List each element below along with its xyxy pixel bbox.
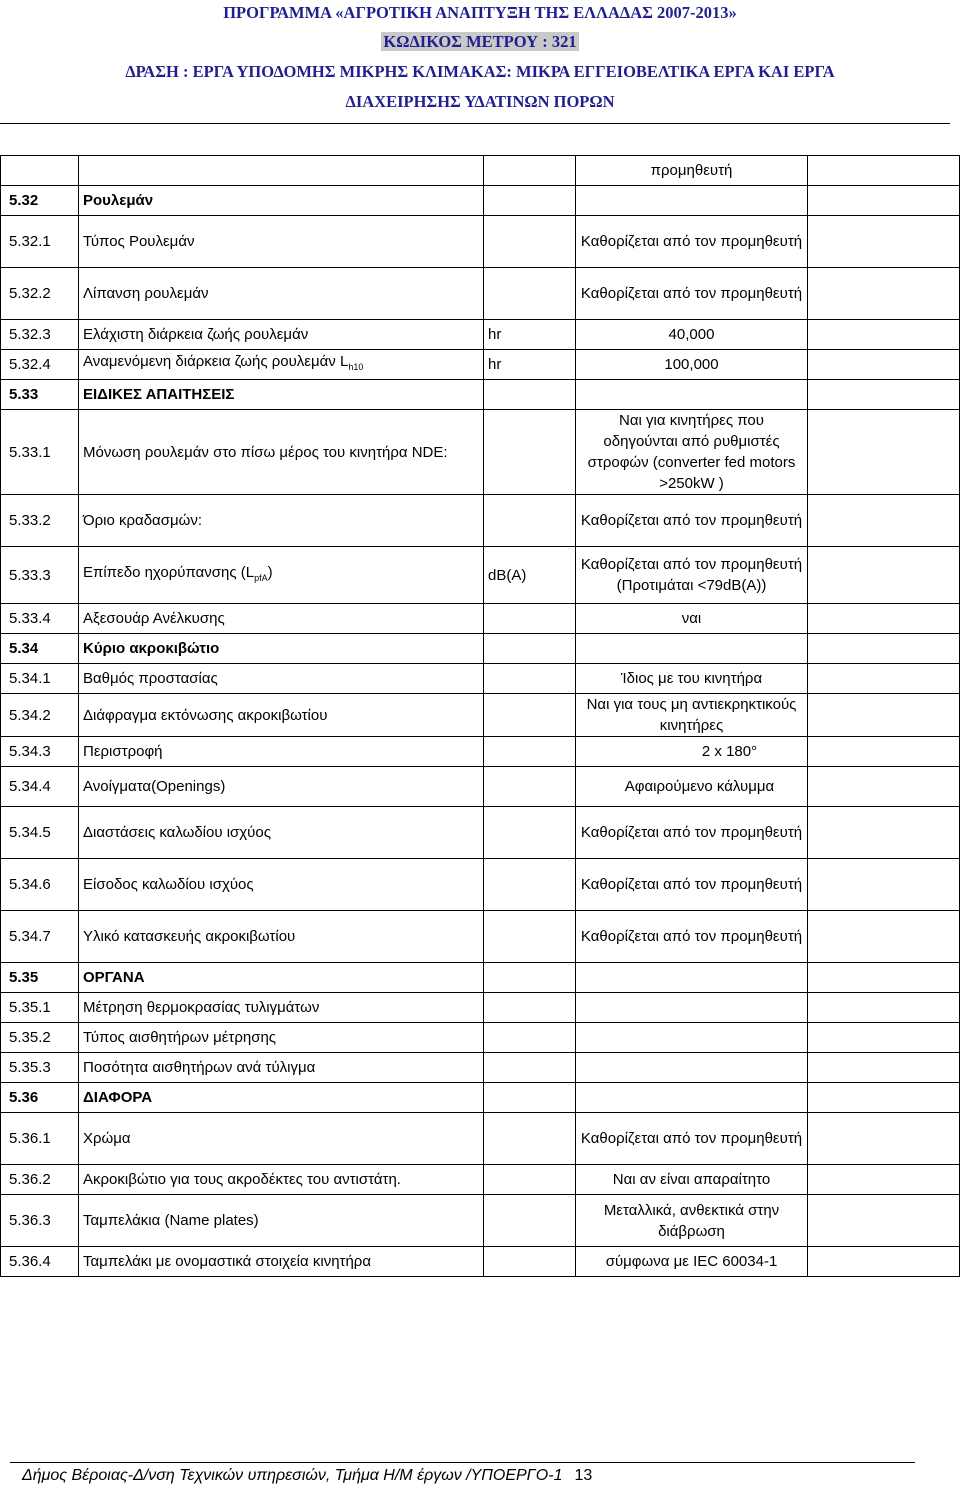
table-row	[1, 1247, 960, 1277]
item-value: Καθορίζεται από τον προμηθευτή	[576, 911, 808, 963]
item-value	[576, 1023, 808, 1053]
item-remarks	[808, 694, 960, 737]
item-remarks	[808, 1053, 960, 1083]
item-unit	[484, 1023, 576, 1053]
item-unit	[484, 767, 576, 807]
item-remarks	[808, 1247, 960, 1277]
item-description: Ταμπελάκια (Name plates)	[79, 1195, 484, 1247]
item-description: Διάφραγμα εκτόνωσης ακροκιβωτίου	[79, 694, 484, 737]
item-value	[576, 1083, 808, 1113]
item-description: Όριο κραδασμών:	[79, 495, 484, 547]
table-row	[1, 320, 960, 350]
item-description: Τύπος αισθητήρων μέτρησης	[79, 1023, 484, 1053]
table-row	[1, 807, 960, 859]
item-unit	[484, 268, 576, 320]
item-number: 5.32	[1, 186, 79, 216]
table-row	[1, 963, 960, 993]
table-row	[1, 156, 960, 186]
item-number: 5.32.1	[1, 216, 79, 268]
item-remarks	[808, 1113, 960, 1165]
item-value: προμηθευτή	[576, 156, 808, 186]
table-row	[1, 911, 960, 963]
header-line-1: ΠΡΟΓΡΑΜΜΑ «ΑΓΡΟΤΙΚΗ ΑΝΑΠΤΥΞΗ ΤΗΣ ΕΛΛΑΔΑΣ 2007-2013»	[223, 3, 737, 22]
table-row	[1, 410, 960, 495]
item-value: Μεταλλικά, ανθεκτικά στην διάβρωση	[576, 1195, 808, 1247]
item-value: 100,000	[576, 350, 808, 380]
item-remarks	[808, 547, 960, 604]
item-value: 40,000	[576, 320, 808, 350]
item-unit	[484, 1165, 576, 1195]
item-remarks	[808, 1165, 960, 1195]
item-value: Ίδιος με του κινητήρα	[576, 664, 808, 694]
item-number: 5.33.3	[1, 547, 79, 604]
table-row	[1, 1195, 960, 1247]
item-unit	[484, 807, 576, 859]
table-row	[1, 1113, 960, 1165]
item-value: Καθορίζεται από τον προμηθευτή	[576, 268, 808, 320]
item-remarks	[808, 186, 960, 216]
item-description: Χρώμα	[79, 1113, 484, 1165]
item-number: 5.35.2	[1, 1023, 79, 1053]
item-number: 5.36.3	[1, 1195, 79, 1247]
item-number: 5.32.4	[1, 350, 79, 380]
item-unit	[484, 186, 576, 216]
measure-code: ΚΩΔΙΚΟΣ ΜΕΤΡΟΥ : 321	[383, 32, 577, 51]
item-unit	[484, 993, 576, 1023]
item-unit	[484, 410, 576, 495]
description-subscript: pfA	[254, 572, 268, 583]
item-number: 5.36	[1, 1083, 79, 1113]
item-description: Μέτρηση θερμοκρασίας τυλιγμάτων	[79, 993, 484, 1023]
item-remarks	[808, 1023, 960, 1053]
item-remarks	[808, 380, 960, 410]
item-remarks	[808, 1083, 960, 1113]
spec-table-body	[1, 156, 960, 1277]
item-description: Ελάχιστη διάρκεια ζωής ρουλεμάν	[79, 320, 484, 350]
item-description: ΟΡΓΑΝΑ	[79, 963, 484, 993]
item-description: Υλικό κατασκευής ακροκιβωτίου	[79, 911, 484, 963]
item-remarks	[808, 767, 960, 807]
item-remarks	[808, 634, 960, 664]
header-rule	[0, 123, 950, 124]
item-description: ΕΙΔΙΚΕΣ ΑΠΑΙΤΗΣΕΙΣ	[79, 380, 484, 410]
table-row	[1, 1083, 960, 1113]
item-number: 5.34.7	[1, 911, 79, 963]
item-number: 5.33.4	[1, 604, 79, 634]
table-row	[1, 767, 960, 807]
description-text: Αναμενόμενη διάρκεια ζωής ρουλεμάν L	[83, 353, 349, 370]
header-line-2	[0, 31, 960, 53]
description-subscript: h10	[348, 362, 364, 372]
item-unit	[484, 634, 576, 664]
item-unit	[484, 694, 576, 737]
item-remarks	[808, 737, 960, 767]
item-description: Είσοδος καλωδίου ισχύος	[79, 859, 484, 911]
item-remarks	[808, 604, 960, 634]
table-row	[1, 993, 960, 1023]
item-number: 5.35	[1, 963, 79, 993]
item-number: 5.32.2	[1, 268, 79, 320]
item-unit	[484, 1195, 576, 1247]
table-row	[1, 495, 960, 547]
item-number: 5.34.2	[1, 694, 79, 737]
item-unit: hr	[484, 320, 576, 350]
item-remarks	[808, 807, 960, 859]
item-value: Αφαιρούμενο κάλυμμα	[576, 767, 808, 807]
item-value: Καθορίζεται από τον προμηθευτή (Προτιμάται <79dB(A))	[576, 547, 808, 604]
item-value	[576, 963, 808, 993]
item-remarks	[808, 320, 960, 350]
item-description: Διαστάσεις καλωδίου ισχύος	[79, 807, 484, 859]
item-unit	[484, 216, 576, 268]
item-description: Κύριο ακροκιβώτιο	[79, 634, 484, 664]
table-row	[1, 350, 960, 380]
item-value: Καθορίζεται από τον προμηθευτή	[576, 859, 808, 911]
item-description	[79, 156, 484, 186]
description-text: Επίπεδο ηχορύπανσης (L	[83, 563, 255, 581]
table-row	[1, 1053, 960, 1083]
table-row	[1, 1023, 960, 1053]
table-row	[1, 1165, 960, 1195]
item-description: Ακροκιβώτιο για τους ακροδέκτες του αντιστάτη.	[79, 1165, 484, 1195]
item-description: Ποσότητα αισθητήρων ανά τύλιγμα	[79, 1053, 484, 1083]
item-value: Ναι για κινητήρες που οδηγούνται από ρυθμιστές στροφών (converter fed motors >250kW )	[576, 410, 808, 495]
item-description: Ταμπελάκι με ονομαστικά στοιχεία κινητήρα	[79, 1247, 484, 1277]
item-value	[576, 380, 808, 410]
item-unit	[484, 859, 576, 911]
table-row	[1, 859, 960, 911]
item-value: ναι	[576, 604, 808, 634]
item-number: 5.36.2	[1, 1165, 79, 1195]
item-number: 5.34.4	[1, 767, 79, 807]
item-value: Ναι για τους μη αντιεκρηκτικούς κινητήρες	[576, 694, 808, 737]
item-number: 5.35.3	[1, 1053, 79, 1083]
item-description: Περιστροφή	[79, 737, 484, 767]
item-number: 5.34.6	[1, 859, 79, 911]
item-unit	[484, 1053, 576, 1083]
item-value: Καθορίζεται από τον προμηθευτή	[576, 807, 808, 859]
item-number: 5.34.1	[1, 664, 79, 694]
item-value	[576, 993, 808, 1023]
item-unit	[484, 1083, 576, 1113]
header-line-3: ΔΡΑΣΗ : ΕΡΓΑ ΥΠΟΔΟΜΗΣ ΜΙΚΡΗΣ ΚΛΙΜΑΚΑΣ: ΜΙΚΡΑ ΕΓΓΕΙΟΒΕΛΤΙΚΑ ΕΡΓΑ ΚΑΙ ΕΡΓΑ	[125, 62, 835, 81]
table-row	[1, 737, 960, 767]
item-remarks	[808, 495, 960, 547]
item-value: 2 x 180°	[576, 737, 808, 767]
item-number: 5.33	[1, 380, 79, 410]
item-number	[1, 156, 79, 186]
item-description: ΔΙΑΦΟΡΑ	[79, 1083, 484, 1113]
table-row	[1, 216, 960, 268]
item-description: Τύπος Ρουλεμάν	[79, 216, 484, 268]
table-row	[1, 604, 960, 634]
item-unit	[484, 495, 576, 547]
item-number: 5.33.2	[1, 495, 79, 547]
table-row	[1, 380, 960, 410]
item-value	[576, 634, 808, 664]
item-number: 5.33.1	[1, 410, 79, 495]
item-remarks	[808, 911, 960, 963]
description-suffix: )	[267, 563, 273, 581]
item-remarks	[808, 859, 960, 911]
item-unit: hr	[484, 350, 576, 380]
item-unit	[484, 664, 576, 694]
item-remarks	[808, 216, 960, 268]
item-unit	[484, 1247, 576, 1277]
table-row	[1, 186, 960, 216]
item-unit	[484, 737, 576, 767]
item-value: Καθορίζεται από τον προμηθευτή	[576, 216, 808, 268]
item-number: 5.36.1	[1, 1113, 79, 1165]
item-description: Μόνωση ρουλεμάν στο πίσω μέρος του κινητήρα NDE:	[79, 410, 484, 495]
table-row	[1, 634, 960, 664]
item-description	[79, 547, 484, 604]
spec-table	[0, 155, 960, 1277]
item-unit	[484, 963, 576, 993]
page-number: 13	[574, 1467, 593, 1484]
item-number: 5.34	[1, 634, 79, 664]
item-description: Βαθμός προστασίας	[79, 664, 484, 694]
item-value: Καθορίζεται από τον προμηθευτή	[576, 495, 808, 547]
item-description	[79, 350, 484, 380]
footer-rule	[10, 1462, 915, 1463]
item-unit	[484, 380, 576, 410]
item-unit: dB(A)	[484, 547, 576, 604]
item-value: Καθορίζεται από τον προμηθευτή	[576, 1113, 808, 1165]
item-remarks	[808, 350, 960, 380]
item-value: Ναι αν είναι απαραίτητο	[576, 1165, 808, 1195]
table-row	[1, 664, 960, 694]
item-unit	[484, 156, 576, 186]
item-description: Λίπανση ρουλεμάν	[79, 268, 484, 320]
table-row	[1, 268, 960, 320]
item-remarks	[808, 993, 960, 1023]
item-remarks	[808, 963, 960, 993]
footer	[22, 1467, 592, 1485]
table-row	[1, 694, 960, 737]
item-number: 5.34.5	[1, 807, 79, 859]
item-unit	[484, 604, 576, 634]
item-description: Αξεσουάρ Ανέλκυσης	[79, 604, 484, 634]
item-unit	[484, 1113, 576, 1165]
item-value	[576, 1053, 808, 1083]
item-remarks	[808, 410, 960, 495]
item-number: 5.34.3	[1, 737, 79, 767]
item-description: Ανοίγματα(Openings)	[79, 767, 484, 807]
item-unit	[484, 911, 576, 963]
header-line-4: ΔΙΑΧΕΙΡΗΣΗΣ ΥΔΑΤΙΝΩΝ ΠΟΡΩΝ	[345, 92, 615, 111]
item-number: 5.32.3	[1, 320, 79, 350]
item-value	[576, 186, 808, 216]
item-remarks	[808, 664, 960, 694]
item-remarks	[808, 268, 960, 320]
table-row	[1, 547, 960, 604]
item-number: 5.36.4	[1, 1247, 79, 1277]
item-remarks	[808, 1195, 960, 1247]
item-description: Ρουλεμάν	[79, 186, 484, 216]
item-remarks	[808, 156, 960, 186]
item-value: σύμφωνα με IEC 60034-1	[576, 1247, 808, 1277]
item-number: 5.35.1	[1, 993, 79, 1023]
footer-text: Δήμος Βέροιας-Δ/νση Τεχνικών υπηρεσιών, Τμήμα Η/Μ έργων /ΥΠΟΕΡΓΟ-1	[22, 1467, 563, 1484]
